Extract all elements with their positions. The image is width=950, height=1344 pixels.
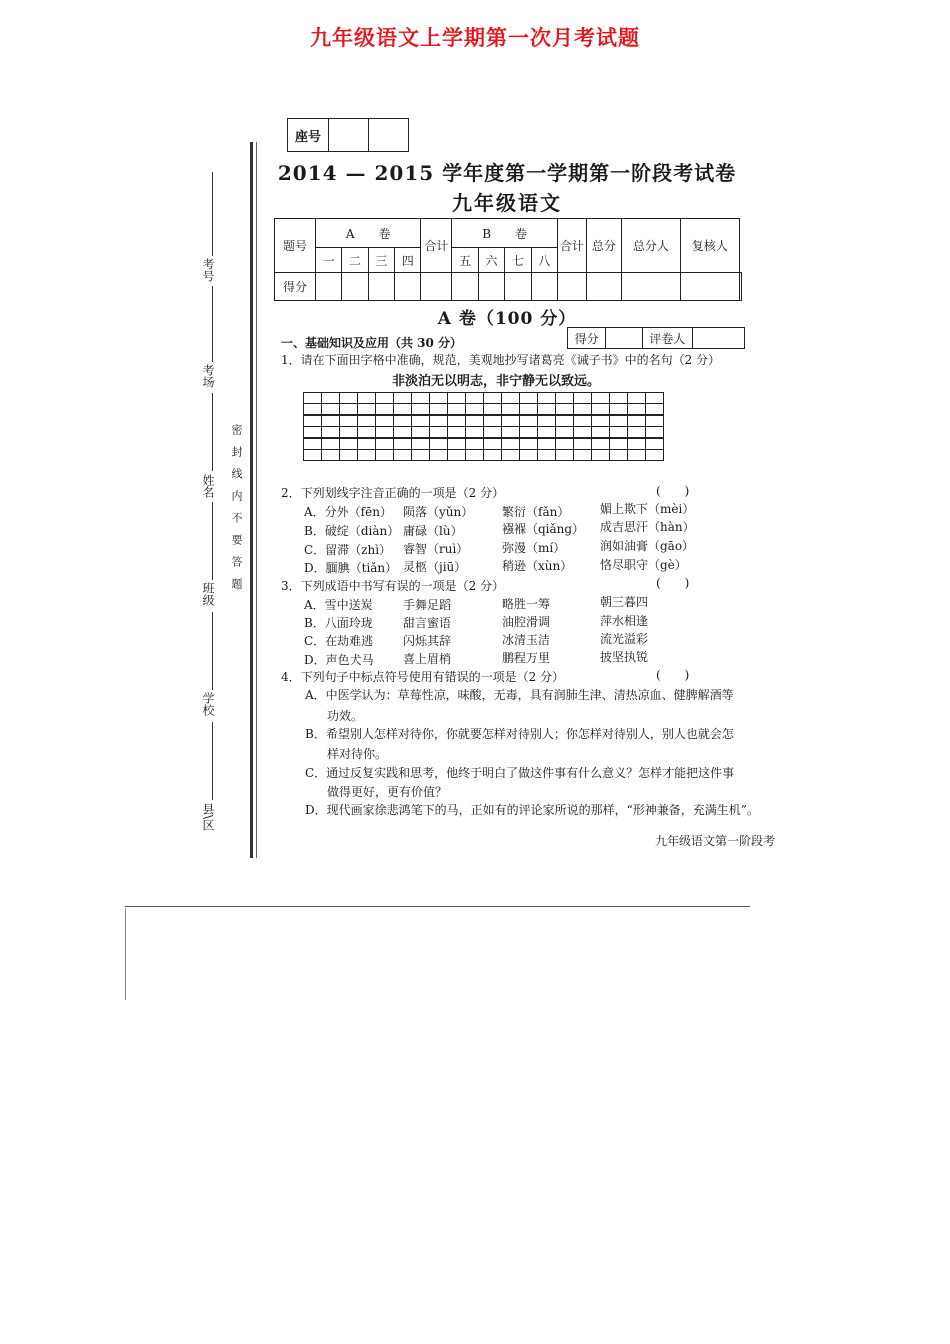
marker-grader-label: 评卷人 [643,328,693,348]
grid-cell[interactable] [502,404,520,416]
grid-cell[interactable] [430,450,448,461]
score-cell[interactable] [586,273,621,301]
xianqu-label: 县\区 [201,803,215,832]
col-1: 一 [316,248,342,273]
q2-opt-b2: 庸碌（lù） [403,524,463,538]
grid-cell[interactable] [556,415,574,427]
q1-text: 1．请在下面田字格中准确，规范，美观地抄写诸葛亮《诫子书》中的名句（2 分） [281,353,721,367]
q3-opt-d1: D．声色犬马 [304,653,374,667]
q2-opt-b4: 成吉思汗（hàn） [600,520,695,534]
banji-blank[interactable] [212,502,213,580]
grid-cell[interactable] [646,450,664,461]
q2-opt-b1: B．破绽（diàn） [304,524,400,538]
grid-cell[interactable] [430,438,448,450]
score-cell[interactable] [531,273,557,301]
q3-opt-d4: 披坚执锐 [600,650,649,664]
grid-cell[interactable] [484,427,502,439]
q3-opt-c1: C．在劫难逃 [304,634,374,648]
grid-cell[interactable] [394,415,412,427]
grid-cell[interactable] [646,393,664,404]
q1-quote: 非淡泊无以明志，非宁静无以致远。 [391,374,600,389]
grid-cell[interactable] [412,415,430,427]
marker-grader-cell[interactable] [693,328,744,348]
grid-cell[interactable] [556,450,574,461]
grid-cell[interactable] [466,450,484,461]
grid-cell[interactable] [574,404,592,416]
col-7: 七 [505,248,531,273]
score-cell[interactable] [452,273,478,301]
b-section-header: B 卷 [452,219,557,248]
grid-table [303,392,664,461]
grid-cell[interactable] [466,427,484,439]
grid-cell[interactable] [628,404,646,416]
grid-cell[interactable] [358,427,376,439]
grid-cell[interactable] [448,393,466,404]
grid-cell[interactable] [340,438,358,450]
grid-cell[interactable] [394,393,412,404]
xingming-label: 姓名 [201,474,215,498]
q2-answer-paren[interactable]: ( ) [656,484,690,498]
grid-cell[interactable] [394,404,412,416]
grid-cell[interactable] [340,415,358,427]
grid-cell[interactable] [628,450,646,461]
q2-opt-c1: C．留滞（zhì） [304,543,392,557]
grid-cell[interactable] [448,415,466,427]
grid-cell[interactable] [556,427,574,439]
banji-label: 班级 [201,582,215,606]
exam-subtitle: 九年级语文 [452,191,562,215]
grid-cell[interactable] [376,415,394,427]
q2-opt-a4: 媚上欺下（mèi） [600,502,695,516]
grid-cell[interactable] [466,393,484,404]
grid-cell[interactable] [448,404,466,416]
grid-cell[interactable] [376,393,394,404]
grid-cell[interactable] [358,415,376,427]
grid-cell[interactable] [430,415,448,427]
score-cell[interactable] [478,273,504,301]
q4-opt-b: B．希望别人怎样对待你，你就要怎样对待别人；你怎样对待别人，别人也就会怎 [305,727,734,741]
b-total-header: 合计 [557,219,586,273]
q3-text: 3．下列成语中书写有误的一项是（2 分） [281,579,505,593]
xianqu-blank[interactable] [212,722,213,800]
score-cell[interactable] [421,273,452,301]
grid-cell[interactable] [340,404,358,416]
q3-opt-d2: 喜上眉梢 [403,652,452,666]
grid-cell[interactable] [538,438,556,450]
grid-cell[interactable] [430,393,448,404]
grid-cell[interactable] [610,404,628,416]
q4-opt-a-cont: 功效。 [327,709,364,723]
grid-cell[interactable] [412,393,430,404]
grid-cell[interactable] [304,393,322,404]
page-left-edge-mark [125,908,126,1000]
grid-cell[interactable] [502,427,520,439]
score-cell[interactable] [395,273,421,301]
q3-opt-c2: 闪烁其辞 [403,634,452,648]
grid-cell[interactable] [430,427,448,439]
score-row-label: 得分 [275,273,316,301]
grid-cell[interactable] [358,404,376,416]
q4-answer-paren[interactable]: ( ) [656,668,690,682]
col-6: 六 [478,248,504,273]
marker-score-label: 得分 [568,328,606,348]
q2-text: 2．下列划线字注音正确的一项是（2 分） [281,486,505,500]
marker-box [567,327,745,349]
grid-cell[interactable] [574,427,592,439]
grid-cell[interactable] [484,450,502,461]
q2-opt-d4: 恪尽职守（gè） [600,558,687,572]
marker-score-cell[interactable] [606,328,642,348]
tianzige-grid[interactable] [303,392,689,468]
grid-cell[interactable] [358,393,376,404]
grid-cell[interactable] [628,438,646,450]
q4-text: 4．下列句子中标点符号使用有错误的一项是（2 分） [281,670,565,684]
grid-cell[interactable] [592,438,610,450]
kaohao-blank[interactable] [212,172,213,256]
score-cell[interactable] [368,273,394,301]
q2-opt-b3: 襁褓（qiǎng） [502,522,585,536]
grid-cell[interactable] [448,427,466,439]
grid-cell[interactable] [520,415,538,427]
col-4: 四 [395,248,421,273]
tihao-header: 题号 [275,219,316,273]
score-cell[interactable] [739,273,741,301]
grid-cell[interactable] [610,450,628,461]
grid-cell[interactable] [556,438,574,450]
col-3: 三 [368,248,394,273]
seat-cell[interactable] [369,119,408,151]
q3-opt-a3: 略胜一筹 [502,597,551,611]
xuexiao-blank[interactable] [212,612,213,690]
grid-cell[interactable] [322,404,340,416]
grid-cell[interactable] [538,393,556,404]
q3-opt-c4: 流光溢彩 [600,632,649,646]
binding-line-inner [256,142,257,858]
grid-cell[interactable] [556,393,574,404]
q3-answer-paren[interactable]: ( ) [656,576,690,590]
a-total-header: 合计 [421,219,452,273]
grid-cell[interactable] [592,450,610,461]
grid-cell[interactable] [574,393,592,404]
grid-cell[interactable] [502,415,520,427]
score-cell[interactable] [557,273,586,301]
grid-cell[interactable] [538,427,556,439]
q3-opt-a2: 手舞足蹈 [403,598,452,612]
grid-cell[interactable] [592,415,610,427]
grid-cell[interactable] [484,415,502,427]
score-cell[interactable] [316,273,342,301]
grid-cell[interactable] [574,450,592,461]
grid-cell[interactable] [466,438,484,450]
binding-line [250,142,253,858]
grid-cell[interactable] [304,427,322,439]
xuexiao-label: 学校 [201,692,215,716]
col-2: 二 [342,248,368,273]
grid-cell[interactable] [322,393,340,404]
score-table [274,218,742,301]
score-cell[interactable] [680,273,739,301]
q4-opt-c-cont: 做得更好，更有价值？ [327,785,448,799]
q2-opt-d3: 稍逊（xùn） [502,559,573,573]
grid-cell[interactable] [376,450,394,461]
grid-cell[interactable] [376,438,394,450]
q4-opt-b-cont: 样对待你。 [327,747,388,761]
grid-cell[interactable] [574,438,592,450]
grid-cell[interactable] [628,415,646,427]
q2-opt-c2: 睿智（ruì） [403,542,469,556]
grid-cell[interactable] [376,404,394,416]
grid-cell[interactable] [502,450,520,461]
q2-opt-a3: 繁衍（fǎn） [502,505,570,519]
grid-cell[interactable] [628,393,646,404]
grid-cell[interactable] [394,438,412,450]
q4-opt-a: A．中医学认为：草莓性凉，味酸，无毒，具有润肺生津、清热凉血、健脾解酒等 [305,688,734,702]
q4-opt-c: C．通过反复实践和思考，他终于明白了做这件事有什么意义？怎样才能把这件事 [305,766,735,780]
part1-heading: 一、基础知识及应用（共 30 分） [281,336,463,350]
grid-cell[interactable] [520,404,538,416]
section-a-title: A 卷（100 分） [437,309,577,329]
grid-cell[interactable] [394,427,412,439]
grid-cell[interactable] [538,450,556,461]
footer-text: 九年级语文第一阶段考 [655,834,776,848]
seal-line-notice: 密 封 线 内 不 要 答 题 [230,424,243,589]
grid-cell[interactable] [520,393,538,404]
page-bottom-edge [125,906,750,907]
seat-number-box [287,118,409,152]
grid-cell[interactable] [448,450,466,461]
grid-cell[interactable] [592,404,610,416]
grid-cell[interactable] [322,450,340,461]
score-cell[interactable] [505,273,531,301]
grid-cell[interactable] [412,427,430,439]
grid-cell[interactable] [466,404,484,416]
grid-cell[interactable] [520,427,538,439]
grid-cell[interactable] [304,415,322,427]
grid-cell[interactable] [466,415,484,427]
grid-cell[interactable] [304,404,322,416]
grid-cell[interactable] [538,404,556,416]
grid-cell[interactable] [610,427,628,439]
grid-cell[interactable] [412,450,430,461]
q3-opt-d3: 鹏程万里 [502,651,551,665]
grid-cell[interactable] [484,393,502,404]
grid-cell[interactable] [484,404,502,416]
grid-cell[interactable] [610,393,628,404]
total-scorer-header: 总分人 [621,219,680,273]
grid-cell[interactable] [574,415,592,427]
kaohao-label: 考号 [201,258,215,282]
grid-cell[interactable] [322,427,340,439]
grid-cell[interactable] [358,438,376,450]
grid-cell[interactable] [340,393,358,404]
q3-opt-b4: 萍水相逢 [600,614,649,628]
q3-opt-b3: 油腔滑调 [502,615,551,629]
grid-cell[interactable] [646,415,664,427]
q3-opt-a4: 朝三暮四 [600,595,649,609]
seat-label: 座号 [288,119,329,151]
grid-cell[interactable] [592,393,610,404]
grid-cell[interactable] [412,438,430,450]
grid-cell[interactable] [538,415,556,427]
grid-cell[interactable] [520,438,538,450]
q4-opt-d: D．现代画家徐悲鸿笔下的马，正如有的评论家所说的那样，“形神兼备，充满生机”。 [305,803,759,817]
score-cell[interactable] [621,273,680,301]
grid-cell[interactable] [322,415,340,427]
kaochang-blank[interactable] [212,286,213,362]
a-section-header: A 卷 [316,219,421,248]
q2-opt-c3: 弥漫（mí） [502,541,566,555]
grid-cell[interactable] [304,450,322,461]
grid-cell[interactable] [646,438,664,450]
grid-cell[interactable] [448,438,466,450]
q2-opt-a2: 陨落（yǔn） [403,505,474,519]
grid-cell[interactable] [340,427,358,439]
col-5: 五 [452,248,478,273]
grid-cell[interactable] [340,450,358,461]
q2-opt-c4: 润如油膏（gāo） [600,539,695,553]
grid-cell[interactable] [646,427,664,439]
q3-opt-b1: B．八面玲珑 [304,616,373,630]
col-8: 八 [531,248,557,273]
grid-cell[interactable] [610,438,628,450]
grid-cell[interactable] [628,427,646,439]
grid-cell[interactable] [358,450,376,461]
grid-cell[interactable] [502,438,520,450]
q2-opt-d1: D．腼腆（tiǎn） [304,561,398,575]
grid-cell[interactable] [304,438,322,450]
grid-cell[interactable] [376,427,394,439]
reviewer-header: 复核人 [680,219,739,273]
q3-opt-c3: 冰清玉洁 [502,633,551,647]
grid-cell[interactable] [610,415,628,427]
q3-opt-a1: A．雪中送炭 [304,598,373,612]
grid-cell[interactable] [592,427,610,439]
seat-cell[interactable] [329,119,369,151]
grid-cell[interactable] [322,438,340,450]
q2-opt-d2: 灵柩（jiū） [403,560,467,574]
grid-cell[interactable] [412,404,430,416]
score-cell[interactable] [342,273,368,301]
grid-cell[interactable] [394,450,412,461]
xingming-blank[interactable] [212,393,213,471]
page-title: 九年级语文上学期第一次月考试题 [310,25,640,50]
total-score-header: 总分 [586,219,621,273]
grid-cell[interactable] [502,393,520,404]
q2-opt-a1: A．分外（fēn） [304,505,392,519]
grid-cell[interactable] [484,438,502,450]
grid-cell[interactable] [430,404,448,416]
q3-opt-b2: 甜言蜜语 [403,616,452,630]
exam-title: 2014 — 2015 学年度第一学期第一阶段考试卷 [277,161,737,185]
grid-cell[interactable] [556,404,574,416]
grid-cell[interactable] [646,404,664,416]
grid-cell[interactable] [520,450,538,461]
kaochang-label: 考场 [201,364,215,388]
